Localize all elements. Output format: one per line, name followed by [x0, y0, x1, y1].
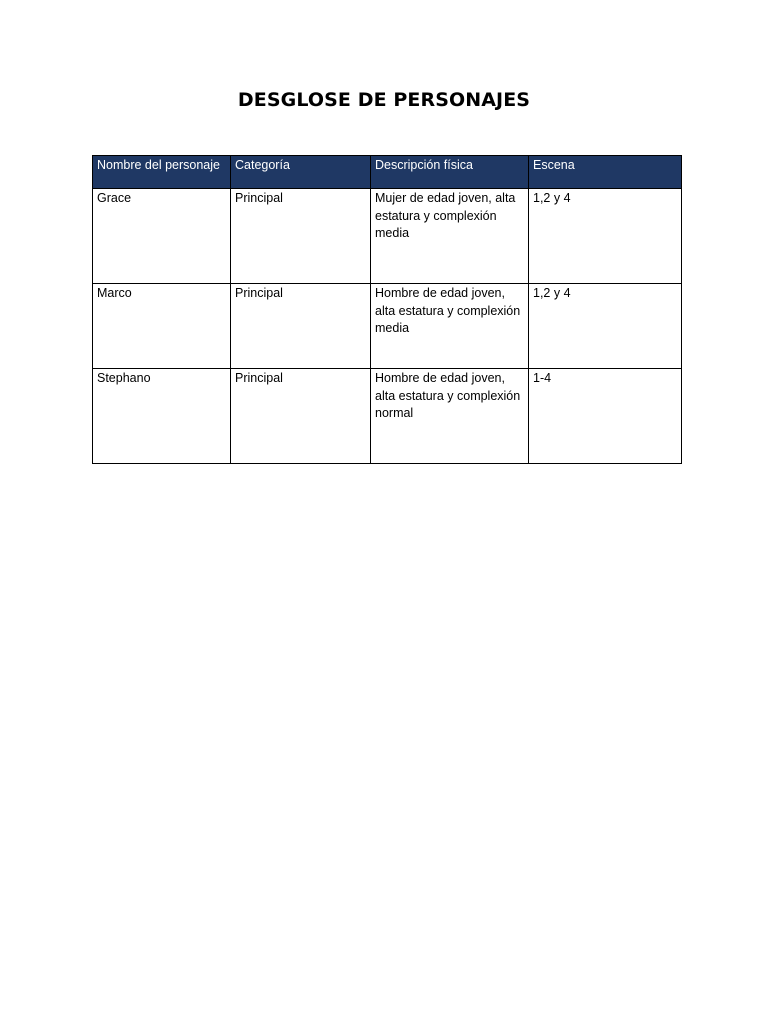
cell-category: Principal: [231, 189, 371, 284]
column-header-category: Categoría: [231, 156, 371, 189]
cell-category: Principal: [231, 284, 371, 369]
cell-physical-description: Mujer de edad joven, alta estatura y complexión media: [371, 189, 529, 284]
table-body: [93, 189, 682, 464]
cell-scene: 1-4: [529, 369, 682, 464]
character-breakdown-table: [92, 155, 682, 464]
table-header: [93, 156, 682, 189]
table-row: [93, 369, 682, 464]
table-row: [93, 284, 682, 369]
table-header-row: [93, 156, 682, 189]
cell-physical-description: Hombre de edad joven, alta estatura y complexión normal: [371, 369, 529, 464]
cell-physical-description: Hombre de edad joven, alta estatura y complexión media: [371, 284, 529, 369]
cell-character-name: Grace: [93, 189, 231, 284]
cell-category: Principal: [231, 369, 371, 464]
cell-scene: 1,2 y 4: [529, 189, 682, 284]
cell-scene: 1,2 y 4: [529, 284, 682, 369]
column-header-description: Descripción física: [371, 156, 529, 189]
cell-character-name: Stephano: [93, 369, 231, 464]
page-title: DESGLOSE DE PERSONAJES: [237, 89, 531, 111]
column-header-scene: Escena: [529, 156, 682, 189]
cell-character-name: Marco: [93, 284, 231, 369]
table-row: [93, 189, 682, 284]
column-header-name: Nombre del personaje: [93, 156, 231, 189]
